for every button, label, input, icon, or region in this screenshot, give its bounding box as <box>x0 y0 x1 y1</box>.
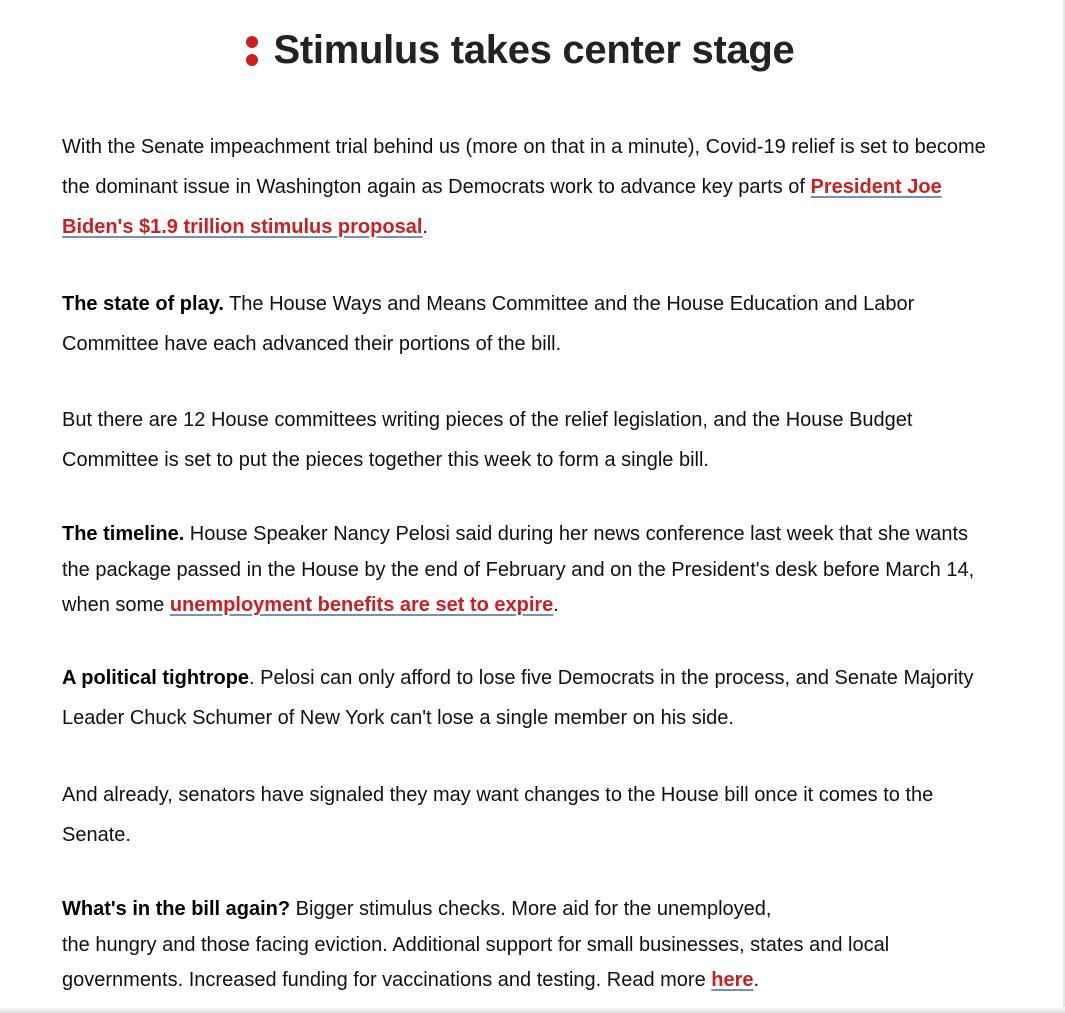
paragraph-intro: With the Senate impeachment trial behind us (more on that in a minute), Covid-19 relief is set to become the dominant issue in Washington again as Democrats work to advance key parts of President Joe Biden's $1.9 trillion stimulus proposal. <box>62 136 986 238</box>
paragraph-lead: The state of play. <box>62 293 224 315</box>
headline-text: Stimulus takes center stage <box>273 28 795 72</box>
paragraph-tightrope: A political tightrope. Pelosi can only afford to lose five Democrats in the process, and Senate Majority Leader Chuck Schumer of New York can't lose a single member on his side. <box>62 667 974 729</box>
stimulus-proposal-link[interactable]: President Joe Biden's $1.9 trillion stimulus proposal <box>62 176 942 238</box>
colon-logo-icon <box>245 29 259 69</box>
unemployment-benefits-link[interactable]: unemployment benefits are set to expire <box>169 594 554 616</box>
paragraph-timeline: The timeline. House Speaker Nancy Pelosi said during her news conference last week that she wants the package passed in the House by the end of February and on the President's desk before March 14, when some unemployment benefits are set to expire. <box>62 523 975 616</box>
headline <box>0 26 1040 74</box>
bottom-edge <box>0 1007 1065 1013</box>
paragraph-senators: And already, senators have signaled they may want changes to the House bill once it comes to the Senate. <box>62 784 934 846</box>
paragraph-lead: What's in the bill again? <box>62 898 291 920</box>
paragraph-lead: The timeline. <box>62 523 185 545</box>
read-more-here-link[interactable]: here <box>711 969 754 991</box>
paragraph-bill-contents: What's in the bill again? Bigger stimulus checks. More aid for the unemployed, the hungry and those facing eviction. Additional support for small businesses, states and local governments. Increased funding for vaccinations and testing. Read more here. <box>62 898 890 991</box>
paragraph-state-of-play: The state of play. The House Ways and Means Committee and the House Education and Labor Committee have each advanced their portions of the bill. <box>62 293 915 355</box>
paragraph-committees: But there are 12 House committees writing pieces of the relief legislation, and the House Budget Committee is set to put the pieces together this week to form a single bill. <box>62 409 913 471</box>
paragraph-lead: A political tightrope <box>62 667 250 689</box>
